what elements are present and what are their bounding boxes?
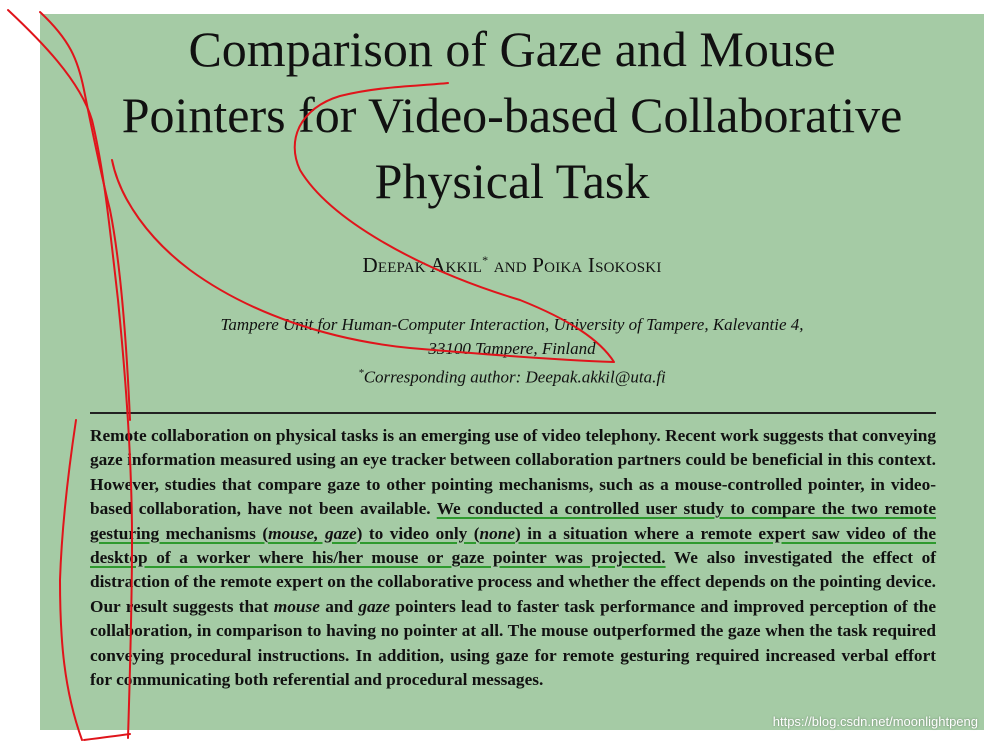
corresponding-email: Corresponding author: Deepak.akkil@uta.fi	[363, 367, 666, 387]
abstract-text: ) to video only (	[356, 523, 480, 543]
abstract-emphasis: gaze	[358, 596, 391, 616]
corresponding-mark: *	[358, 367, 364, 379]
title-line: Pointers for Video-based Collaborative	[121, 87, 903, 143]
abstract	[90, 424, 936, 692]
author-line	[40, 253, 984, 278]
abstract-text: Remote collaboration on physical tasks is an emerging use of video telephony. Recent work suggests that conveying gaze information measured using an eye tracker between collaboration partners could be beneficial in this context. However, studies that compare gaze to other pointing mechanisms, such as a mouse-controlled pointer, in video-based collaboration, have not been available.	[90, 426, 936, 519]
affiliation-line: 33100 Tampere, Finland	[428, 339, 596, 358]
abstract-emphasis: mouse, gaze	[268, 523, 357, 543]
annotation-stroke	[84, 734, 130, 740]
author-name: Poika Isokoski	[532, 253, 662, 277]
title-line: Physical Task	[374, 153, 650, 209]
abstract-emphasis: mouse	[273, 596, 320, 616]
abstract-text: We conducted a controlled user study to compare the two remote gesturing mechanisms (	[90, 499, 936, 543]
author-conjunction: and	[493, 253, 527, 277]
abstract-text: ) in a situation where a remote expert saw video of the desktop of a worker where his/her mouse or gaze pointer was projected.	[90, 523, 936, 568]
abstract-text: We also investigated the effect of distraction of the remote expert on the collaborative process and whether the effect depends on the pointing device. Our result suggests that	[90, 548, 936, 616]
affiliation-line: Tampere Unit for Human-Computer Interaction, University of Tampere, Kalevantie 4,	[220, 315, 804, 334]
paper-page	[40, 14, 984, 730]
affiliation	[40, 313, 984, 390]
title-line: Comparison of Gaze and Mouse	[188, 21, 836, 77]
abstract-text: and	[319, 596, 359, 616]
section-divider	[90, 412, 936, 414]
corresponding-mark: *	[482, 253, 489, 267]
abstract-emphasis: none	[479, 523, 516, 543]
author-name: Deepak Akkil	[362, 253, 483, 277]
paper-title	[40, 16, 984, 214]
corresponding-author	[40, 361, 984, 390]
watermark: https://blog.csdn.net/moonlightpeng	[772, 714, 978, 729]
abstract-text: pointers lead to faster task performance and improved perception of the collaboration, in comparison to having no pointer at all. The mouse outperformed the gaze when the task required conveying procedural instructions. In addition, using gaze for remote gesturing required increased verbal effort for communicating both referential and procedural messages.	[90, 596, 937, 690]
